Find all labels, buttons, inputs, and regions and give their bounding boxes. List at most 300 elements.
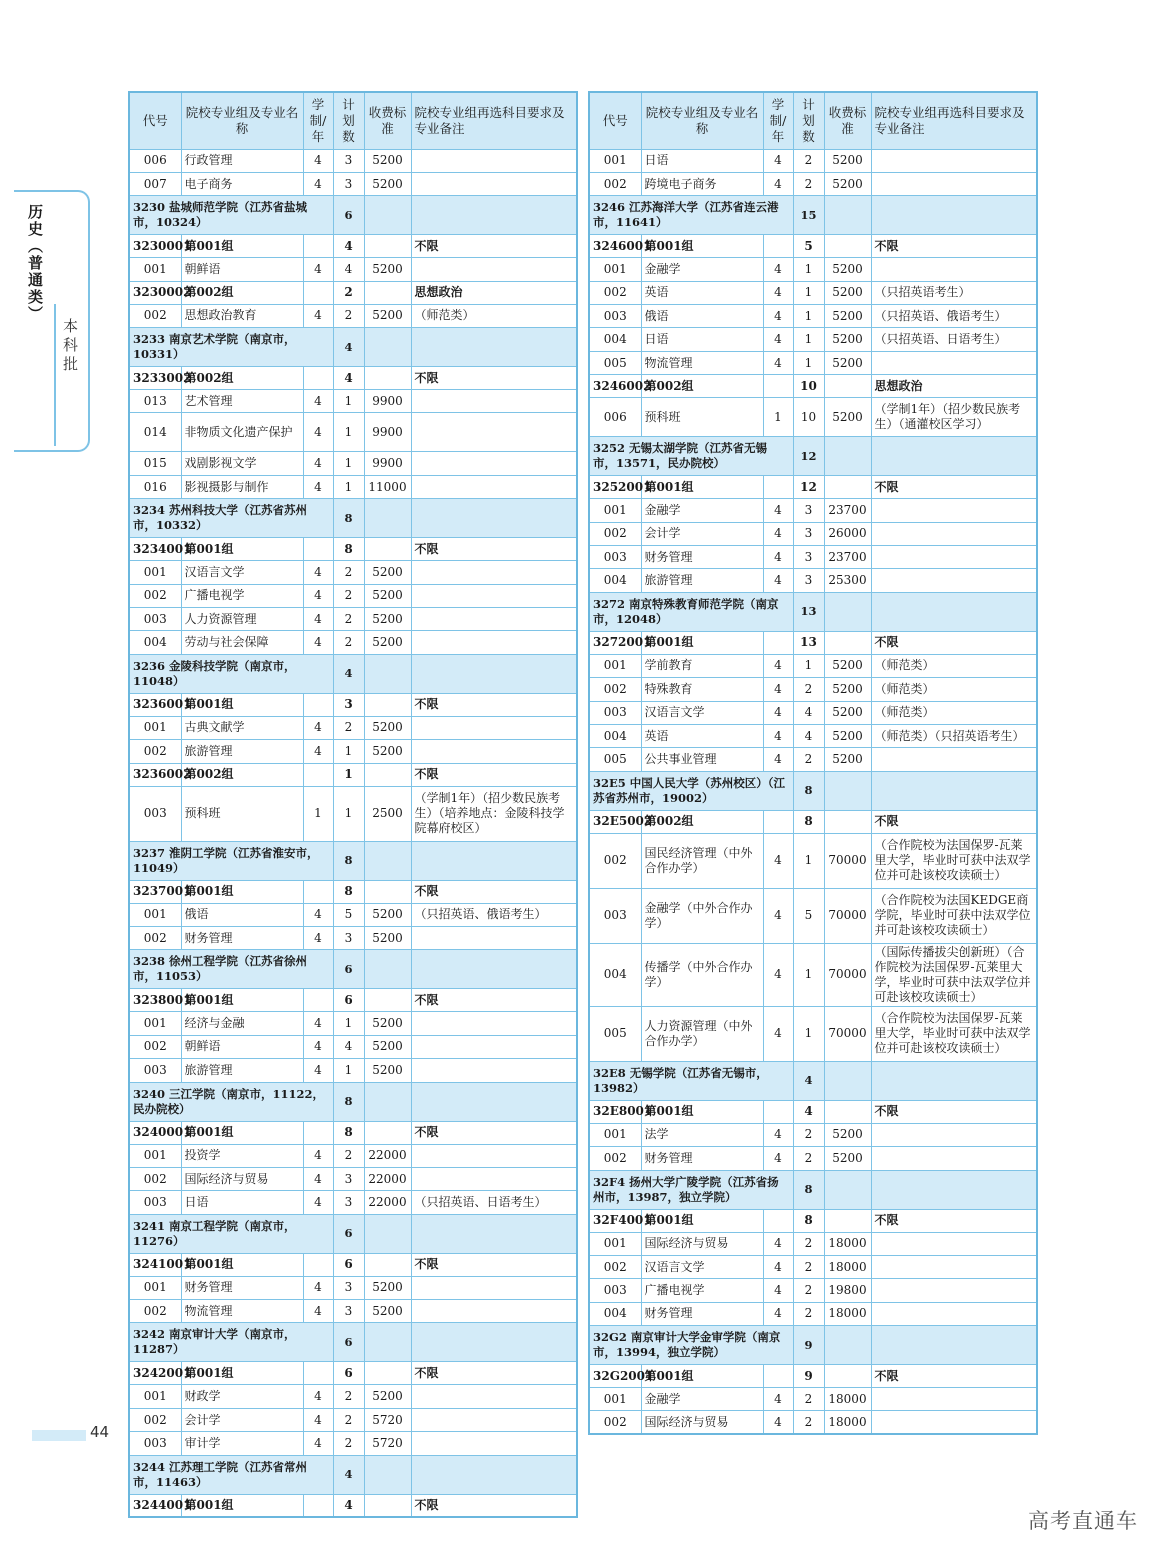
major-note [411, 172, 577, 195]
major-fee: 5200 [364, 1385, 411, 1408]
group-fee [364, 1253, 411, 1276]
major-years: 4 [763, 888, 793, 943]
major-fee: 5200 [364, 561, 411, 584]
school-fee [364, 950, 411, 989]
major-plan: 1 [333, 786, 364, 841]
major-name: 特殊教育 [641, 678, 763, 701]
major-name: 朝鲜语 [181, 1035, 303, 1058]
group-plan: 1 [333, 763, 364, 786]
major-name: 投资学 [181, 1144, 303, 1167]
major-fee: 5200 [364, 1276, 411, 1299]
school-name: 3272 南京特殊教育师范学院（南京市，12048） [589, 592, 793, 631]
table-body-right [589, 92, 1037, 1434]
major-code: 007 [129, 172, 181, 195]
major-years: 4 [303, 413, 333, 452]
group-code: 3236002 [129, 763, 181, 786]
group-subject-requirement: 不限 [871, 1365, 1037, 1388]
major-name: 日语 [181, 1191, 303, 1214]
major-code: 003 [129, 786, 181, 841]
major-fee: 70000 [824, 1006, 871, 1061]
major-years: 4 [303, 716, 333, 739]
major-name: 古典文献学 [181, 716, 303, 739]
major-years: 4 [303, 1276, 333, 1299]
major-row [589, 1411, 1037, 1434]
group-row [129, 367, 577, 390]
group-code: 32E8001 [589, 1100, 641, 1123]
group-plan: 9 [793, 1365, 824, 1388]
major-note [411, 1167, 577, 1190]
school-fee [824, 1326, 871, 1365]
group-subject-requirement: 不限 [411, 763, 577, 786]
major-plan: 2 [793, 678, 824, 701]
group-years [303, 538, 333, 561]
major-fee: 18000 [824, 1255, 871, 1278]
major-row [589, 351, 1037, 374]
school-row [129, 841, 577, 880]
major-plan: 2 [333, 304, 364, 327]
major-years: 4 [303, 903, 333, 926]
group-code: 3238001 [129, 989, 181, 1012]
major-row [129, 631, 577, 654]
school-fee [824, 1170, 871, 1209]
major-code: 003 [589, 1279, 641, 1302]
major-plan: 5 [793, 888, 824, 943]
school-name: 3233 南京艺术学院（南京市，10331） [129, 328, 333, 367]
group-plan: 5 [793, 235, 824, 258]
group-code: 32G2001 [589, 1365, 641, 1388]
school-plan: 6 [333, 950, 364, 989]
major-code: 001 [129, 1144, 181, 1167]
major-years: 4 [303, 1167, 333, 1190]
major-code: 005 [589, 748, 641, 771]
major-name: 物流管理 [641, 351, 763, 374]
group-years [763, 375, 793, 398]
school-plan: 8 [793, 771, 824, 810]
header-years: 学制/年 [303, 92, 333, 149]
group-fee [824, 1209, 871, 1232]
group-plan: 10 [793, 375, 824, 398]
page-number: 44 [90, 1423, 110, 1441]
major-years: 4 [763, 1411, 793, 1434]
major-fee: 5720 [364, 1408, 411, 1431]
major-fee: 5200 [364, 740, 411, 763]
school-row [129, 950, 577, 989]
group-code: 3246001 [589, 235, 641, 258]
major-row [589, 172, 1037, 195]
major-code: 001 [129, 1276, 181, 1299]
major-name: 财务管理 [641, 1147, 763, 1170]
major-fee: 5200 [364, 172, 411, 195]
major-row [589, 1279, 1037, 1302]
major-note [411, 1432, 577, 1455]
major-note: （学制1年）（招少数民族考生）（通灌校区学习） [871, 398, 1037, 437]
school-note [411, 328, 577, 367]
side-tab-divider [54, 304, 56, 446]
school-plan: 8 [793, 1170, 824, 1209]
major-fee: 5200 [364, 258, 411, 281]
school-row [129, 499, 577, 538]
table-body-left [129, 92, 577, 1517]
group-name: 第001组 [641, 476, 763, 499]
group-row [129, 693, 577, 716]
major-fee: 22000 [364, 1167, 411, 1190]
major-note: （只招英语、日语考生） [871, 328, 1037, 351]
major-code: 003 [129, 1191, 181, 1214]
major-name: 汉语言文学 [181, 561, 303, 584]
major-code: 002 [129, 1035, 181, 1058]
major-plan: 3 [793, 569, 824, 592]
major-code: 002 [589, 1255, 641, 1278]
group-plan: 6 [333, 1253, 364, 1276]
major-row [589, 748, 1037, 771]
major-code: 003 [589, 888, 641, 943]
school-note [411, 499, 577, 538]
major-code: 001 [589, 654, 641, 677]
major-name: 汉语言文学 [641, 1255, 763, 1278]
group-row [129, 1494, 577, 1517]
group-code: 3252001 [589, 476, 641, 499]
major-years: 4 [303, 584, 333, 607]
header-note: 院校专业组再选科目要求及专业备注 [871, 92, 1037, 149]
admission-table-left [128, 91, 578, 1518]
group-name: 第001组 [181, 693, 303, 716]
major-fee: 5200 [364, 903, 411, 926]
major-plan: 2 [793, 1302, 824, 1325]
major-note [871, 351, 1037, 374]
major-row [129, 1035, 577, 1058]
group-row [589, 1209, 1037, 1232]
school-fee [364, 1455, 411, 1494]
school-name: 3241 南京工程学院（南京市，11276） [129, 1214, 333, 1253]
major-fee: 5200 [364, 631, 411, 654]
major-row [589, 701, 1037, 724]
group-years [303, 281, 333, 304]
group-plan: 6 [333, 989, 364, 1012]
major-years: 4 [303, 926, 333, 949]
major-row [129, 1385, 577, 1408]
major-code: 001 [129, 716, 181, 739]
major-row [129, 1059, 577, 1082]
school-plan: 13 [793, 592, 824, 631]
major-row [589, 1255, 1037, 1278]
major-fee: 5200 [824, 678, 871, 701]
major-note [411, 561, 577, 584]
major-code: 002 [129, 1167, 181, 1190]
major-name: 会计学 [181, 1408, 303, 1431]
major-years: 1 [763, 398, 793, 437]
major-note [411, 584, 577, 607]
group-name: 第002组 [641, 810, 763, 833]
major-name: 思想政治教育 [181, 304, 303, 327]
major-plan: 2 [793, 748, 824, 771]
major-name: 非物质文化遗产保护 [181, 413, 303, 452]
major-fee: 5200 [364, 926, 411, 949]
major-name: 国际经济与贸易 [641, 1232, 763, 1255]
major-years: 4 [303, 608, 333, 631]
major-name: 审计学 [181, 1432, 303, 1455]
group-code: 3272001 [589, 631, 641, 654]
major-code: 004 [589, 328, 641, 351]
school-note [411, 1082, 577, 1121]
group-years [763, 631, 793, 654]
group-subject-requirement: 不限 [411, 235, 577, 258]
major-note: （合作院校为法国保罗-瓦莱里大学，毕业时可获中法双学位并可赴该校攻读硕士） [871, 833, 1037, 888]
major-note: （师范类）（只招英语考生） [871, 724, 1037, 747]
major-plan: 3 [793, 499, 824, 522]
major-fee: 5200 [824, 258, 871, 281]
major-row [589, 499, 1037, 522]
major-code: 016 [129, 475, 181, 498]
school-name: 3230 盐城师范学院（江苏省盐城市，10324） [129, 196, 333, 235]
group-row [589, 810, 1037, 833]
major-years: 4 [303, 1191, 333, 1214]
major-code: 014 [129, 413, 181, 452]
school-note [411, 654, 577, 693]
group-fee [364, 367, 411, 390]
major-row [589, 258, 1037, 281]
major-name: 学前教育 [641, 654, 763, 677]
page-number-bar [32, 1430, 86, 1441]
group-name: 第002组 [181, 367, 303, 390]
major-code: 006 [589, 398, 641, 437]
major-plan: 2 [333, 716, 364, 739]
major-note [411, 740, 577, 763]
major-row [589, 1147, 1037, 1170]
major-plan: 10 [793, 398, 824, 437]
major-note [411, 926, 577, 949]
major-name: 汉语言文学 [641, 701, 763, 724]
major-plan: 4 [333, 1035, 364, 1058]
school-row [589, 1326, 1037, 1365]
major-years: 4 [763, 701, 793, 724]
group-name: 第001组 [181, 1362, 303, 1385]
major-note [411, 1144, 577, 1167]
major-note [871, 1388, 1037, 1411]
group-fee [824, 375, 871, 398]
major-note: （只招英语、日语考生） [411, 1191, 577, 1214]
major-fee: 5200 [364, 584, 411, 607]
school-row [589, 437, 1037, 476]
group-row [589, 476, 1037, 499]
school-row [129, 1214, 577, 1253]
major-fee: 22000 [364, 1144, 411, 1167]
major-note [411, 390, 577, 413]
major-fee: 19800 [824, 1279, 871, 1302]
major-code: 002 [589, 281, 641, 304]
major-name: 会计学 [641, 522, 763, 545]
group-subject-requirement: 不限 [871, 476, 1037, 499]
group-plan: 4 [333, 367, 364, 390]
group-fee [824, 810, 871, 833]
group-years [763, 235, 793, 258]
major-code: 002 [129, 304, 181, 327]
school-row [129, 328, 577, 367]
group-subject-requirement: 不限 [871, 631, 1037, 654]
major-plan: 1 [333, 740, 364, 763]
major-years: 4 [763, 351, 793, 374]
major-note: （国际传播拔尖创新班）（合作院校为法国保罗-瓦莱里大学，毕业时可获中法双学位并可赴该校攻读硕士） [871, 943, 1037, 1006]
group-years [763, 476, 793, 499]
group-plan: 8 [333, 538, 364, 561]
group-fee [364, 693, 411, 716]
school-note [411, 1214, 577, 1253]
group-subject-requirement: 不限 [411, 367, 577, 390]
category-label: 历史（普通类） [26, 204, 44, 323]
major-name: 行政管理 [181, 149, 303, 172]
major-plan: 1 [793, 328, 824, 351]
major-fee: 25300 [824, 569, 871, 592]
major-note [871, 258, 1037, 281]
major-years: 4 [303, 304, 333, 327]
major-note [871, 546, 1037, 569]
group-subject-requirement: 不限 [411, 538, 577, 561]
major-row [589, 943, 1037, 1006]
major-code: 003 [129, 608, 181, 631]
school-plan: 4 [333, 1455, 364, 1494]
major-row [589, 398, 1037, 437]
school-note [871, 196, 1037, 235]
major-name: 英语 [641, 281, 763, 304]
group-years [303, 763, 333, 786]
major-plan: 1 [333, 1012, 364, 1035]
school-row [129, 1455, 577, 1494]
major-name: 广播电视学 [181, 584, 303, 607]
major-name: 财务管理 [641, 546, 763, 569]
major-plan: 2 [333, 1408, 364, 1431]
major-plan: 2 [793, 149, 824, 172]
major-note: （只招英语、俄语考生） [871, 305, 1037, 328]
group-years [763, 810, 793, 833]
school-note [411, 1323, 577, 1362]
school-note [411, 1455, 577, 1494]
major-code: 002 [129, 1300, 181, 1323]
major-row [589, 305, 1037, 328]
major-years: 4 [303, 172, 333, 195]
major-note: （合作院校为法国保罗-瓦莱里大学，毕业时可获中法双学位并可赴该校攻读硕士） [871, 1006, 1037, 1061]
major-fee: 26000 [824, 522, 871, 545]
major-row [129, 1408, 577, 1431]
major-plan: 3 [333, 1191, 364, 1214]
school-note [411, 950, 577, 989]
major-note [411, 1300, 577, 1323]
major-plan: 1 [793, 943, 824, 1006]
major-code: 001 [129, 903, 181, 926]
major-code: 001 [129, 1012, 181, 1035]
major-note [871, 522, 1037, 545]
major-plan: 1 [793, 351, 824, 374]
major-code: 004 [589, 569, 641, 592]
group-name: 第002组 [181, 763, 303, 786]
major-name: 预科班 [641, 398, 763, 437]
major-years: 4 [763, 281, 793, 304]
group-code: 3233002 [129, 367, 181, 390]
major-code: 002 [589, 522, 641, 545]
group-fee [364, 989, 411, 1012]
group-code: 3244001 [129, 1494, 181, 1517]
major-plan: 3 [333, 1300, 364, 1323]
group-row [589, 1365, 1037, 1388]
group-subject-requirement: 不限 [871, 810, 1037, 833]
group-subject-requirement: 不限 [411, 1494, 577, 1517]
group-code: 32F4001 [589, 1209, 641, 1232]
major-name: 日语 [641, 328, 763, 351]
major-fee: 70000 [824, 943, 871, 1006]
group-code: 3246002 [589, 375, 641, 398]
header-plan: 计划数 [793, 92, 824, 149]
group-name: 第001组 [641, 631, 763, 654]
major-note: （合作院校为法国KEDGE商学院，毕业时可获中法双学位并可赴该校攻读硕士） [871, 888, 1037, 943]
major-note [411, 1035, 577, 1058]
group-subject-requirement: 不限 [871, 1100, 1037, 1123]
major-note: （师范类） [871, 678, 1037, 701]
major-years: 4 [303, 1035, 333, 1058]
major-name: 日语 [641, 149, 763, 172]
major-row [589, 1232, 1037, 1255]
group-code: 3230001 [129, 235, 181, 258]
school-note [871, 1061, 1037, 1100]
major-name: 经济与金融 [181, 1012, 303, 1035]
major-plan: 3 [333, 149, 364, 172]
major-years: 4 [763, 654, 793, 677]
school-plan: 6 [333, 196, 364, 235]
school-fee [364, 328, 411, 367]
major-code: 003 [589, 546, 641, 569]
group-plan: 8 [793, 1209, 824, 1232]
group-subject-requirement: 不限 [411, 880, 577, 903]
major-fee: 18000 [824, 1411, 871, 1434]
group-years [303, 1121, 333, 1144]
major-row [129, 786, 577, 841]
group-code: 3234001 [129, 538, 181, 561]
major-fee: 5200 [824, 654, 871, 677]
major-row [129, 1276, 577, 1299]
major-fee: 5200 [364, 1035, 411, 1058]
school-name: 3252 无锡太湖学院（江苏省无锡市，13571，民办院校） [589, 437, 793, 476]
major-note [411, 608, 577, 631]
watermark-text: 高考直通车 [1028, 1509, 1138, 1533]
major-row [129, 172, 577, 195]
major-fee: 5200 [824, 724, 871, 747]
school-name: 32E8 无锡学院（江苏省无锡市，13982） [589, 1061, 793, 1100]
major-name: 电子商务 [181, 172, 303, 195]
major-code: 013 [129, 390, 181, 413]
major-row [129, 1191, 577, 1214]
major-plan: 1 [333, 413, 364, 452]
major-row [129, 149, 577, 172]
major-fee: 23700 [824, 546, 871, 569]
major-note [871, 1279, 1037, 1302]
major-note [871, 1232, 1037, 1255]
school-note [411, 841, 577, 880]
school-note [871, 592, 1037, 631]
major-note [871, 1255, 1037, 1278]
major-note [871, 1302, 1037, 1325]
major-name: 人力资源管理 [181, 608, 303, 631]
major-name: 跨境电子商务 [641, 172, 763, 195]
group-fee [824, 476, 871, 499]
group-years [303, 367, 333, 390]
major-name: 人力资源管理（中外合作办学） [641, 1006, 763, 1061]
major-row [129, 452, 577, 475]
group-code: 3241001 [129, 1253, 181, 1276]
major-years: 4 [303, 1432, 333, 1455]
major-plan: 2 [333, 608, 364, 631]
group-fee [824, 1365, 871, 1388]
school-name: 3238 徐州工程学院（江苏省徐州市，11053） [129, 950, 333, 989]
school-fee [364, 1323, 411, 1362]
major-row [589, 1123, 1037, 1146]
major-name: 戏剧影视文学 [181, 452, 303, 475]
